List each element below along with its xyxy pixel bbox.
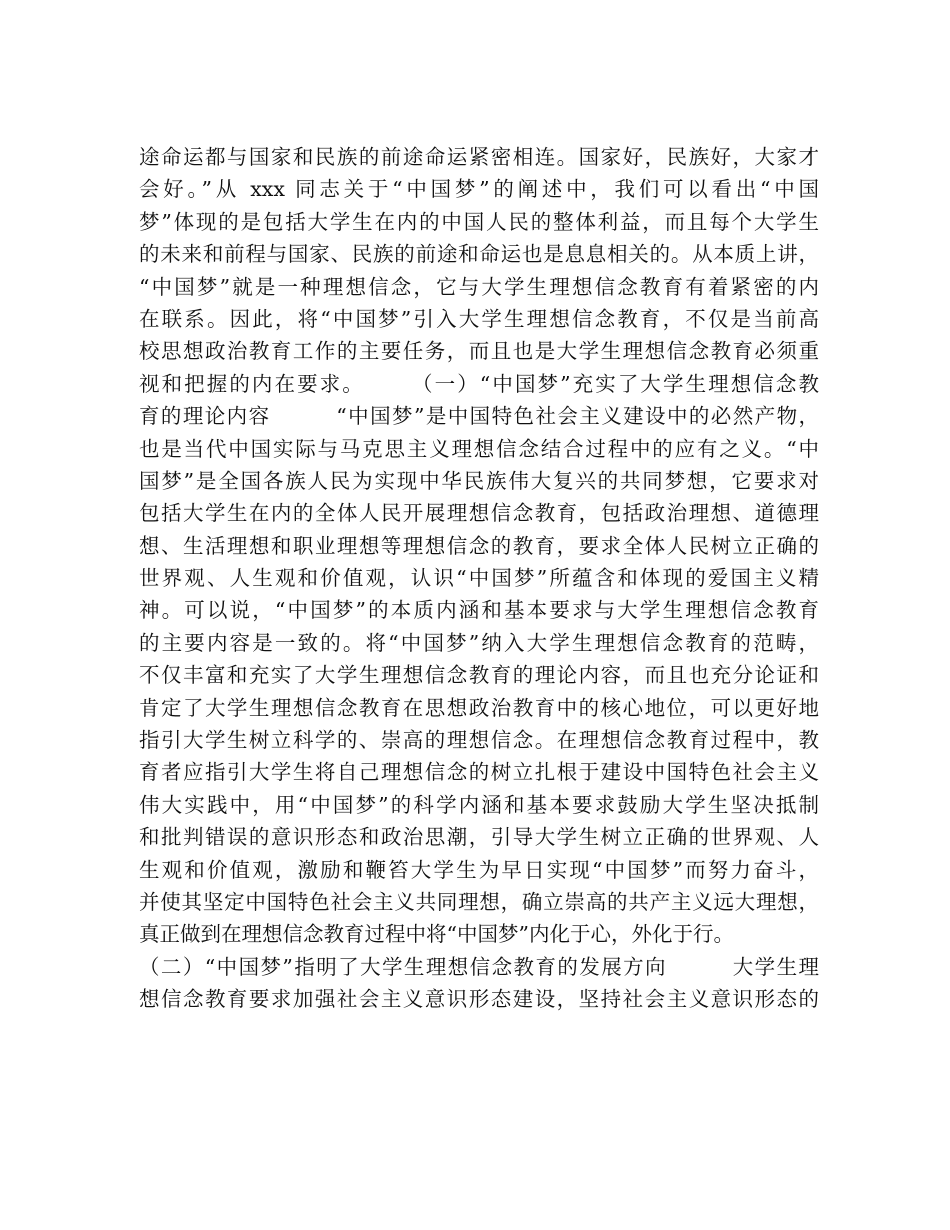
text-line: 育的理论内容 “中国梦”是中国特色社会主义建设中的必然产物， [139,404,819,429]
text-line: 不仅丰富和充实了大学生理想信念教育的理论内容，而且也充分论证和 [139,663,819,688]
body-text [139,141,819,1016]
text-line: 并使其坚定中国特色社会主义共同理想，确立崇高的共产主义远大理想， [139,889,819,914]
text-line: 也是当代中国实际与马克思主义理想信念结合过程中的应有之义。“中 [139,436,819,461]
text-line: 神。可以说，“中国梦”的本质内涵和基本要求与大学生理想信念教育 [139,598,819,623]
text-line: 真正做到在理想信念教育过程中将“中国梦”内化于心，外化于行。 [139,922,734,947]
text-line: 育者应指引大学生将自己理想信念的树立扎根于建设中国特色社会主义 [139,760,819,785]
text-line: 指引大学生树立科学的、崇高的理想信念。在理想信念教育过程中，教 [139,728,819,753]
text-line: 会好。”从 xxx 同志关于“中国梦”的阐述中，我们可以看出“中国 [139,177,819,202]
text-line: 想信念教育要求加强社会主义意识形态建设，坚持社会主义意识形态的 [139,987,819,1012]
text-line: 国梦”是全国各族人民为实现中华民族伟大复兴的共同梦想，它要求对 [139,468,819,493]
text-line: 梦”体现的是包括大学生在内的中国人民的整体利益，而且每个大学生 [139,209,819,234]
text-line: 伟大实践中，用“中国梦”的科学内涵和基本要求鼓励大学生坚决抵制 [139,792,819,817]
text-line: 和批判错误的意识形态和政治思潮，引导大学生树立正确的世界观、人 [139,825,819,850]
text-line: 世界观、人生观和价值观，认识“中国梦”所蕴含和体现的爱国主义精 [139,566,819,591]
text-line: 生观和价值观，激励和鞭笞大学生为早日实现“中国梦”而努力奋斗， [139,857,819,882]
text-line: 在联系。因此，将“中国梦”引入大学生理想信念教育，不仅是当前高 [139,306,819,331]
text-line: （二）“中国梦”指明了大学生理想信念教育的发展方向 大学生理 [139,954,819,979]
text-line: 的主要内容是一致的。将“中国梦”纳入大学生理想信念教育的范畴， [139,630,819,655]
text-line: 包括大学生在内的全体人民开展理想信念教育，包括政治理想、道德理 [139,501,819,526]
text-line: 途命运都与国家和民族的前途命运紧密相连。国家好，民族好，大家才 [139,145,819,169]
text-line: 的未来和前程与国家、民族的前途和命运也是息息相关的。从本质上讲， [139,242,819,267]
text-line: “中国梦”就是一种理想信念，它与大学生理想信念教育有着紧密的内 [139,274,819,299]
text-line: 肯定了大学生理想信念教育在思想政治教育中的核心地位，可以更好地 [139,695,819,720]
text-line: 想、生活理想和职业理想等理想信念的教育，要求全体人民树立正确的 [139,533,819,558]
text-line: 校思想政治教育工作的主要任务，而且也是大学生理想信念教育必须重 [139,339,819,364]
text-line: 视和把握的内在要求。 （一）“中国梦”充实了大学生理想信念教 [139,371,819,396]
